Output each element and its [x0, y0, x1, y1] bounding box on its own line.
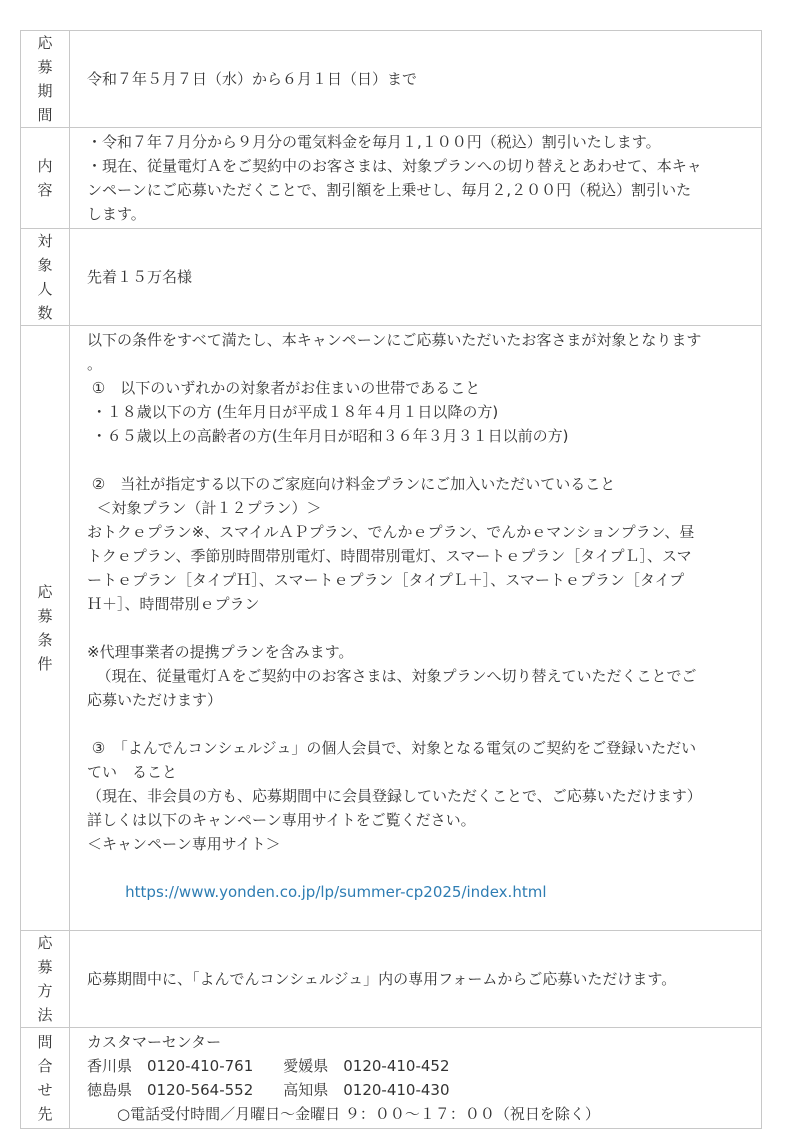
- condition-line: Ｈ＋］、時間帯別ｅプラン: [87, 595, 260, 613]
- header-char: 募: [37, 958, 53, 976]
- row-content-contact: [70, 1028, 762, 1129]
- content-line: ンペーンにご応募いただくことで、割引額を上乗せし、毎月２,２００円（税込）割引いた: [87, 181, 692, 199]
- condition-line: おトクｅプラン※、スマイルＡＰプラン、でんかｅプラン、でんかｅマンションプラン、昼: [87, 523, 695, 541]
- table-row-target-count: [21, 229, 762, 326]
- row-content-target-count: [70, 229, 762, 326]
- row-header-application-period: [21, 31, 70, 128]
- header-char: 件: [37, 655, 53, 673]
- condition-line: ※代理事業者の提携プランを含みます。: [87, 643, 354, 661]
- campaign-site-link[interactable]: https://www.yonden.co.jp/lp/summer-cp2025/index.html: [125, 883, 547, 901]
- header-char: 法: [37, 1006, 53, 1024]
- condition-line: [87, 448, 745, 472]
- row-header-application-method: [21, 931, 70, 1028]
- target-count-text: 先着１５万名様: [87, 268, 193, 286]
- method-text: 応募期間中に、「よんでんコンシェルジュ」内の専用フォームからご応募いただけます。: [87, 970, 677, 988]
- content-line: します。: [87, 205, 146, 223]
- header-char: 応: [37, 934, 53, 952]
- condition-line: [87, 616, 745, 640]
- header-char: せ: [37, 1081, 53, 1099]
- row-content-details: [70, 128, 762, 229]
- contact-title: カスタマーセンター: [87, 1033, 222, 1051]
- row-header-content: [21, 128, 70, 229]
- condition-line: ① 以下のいずれかの対象者がお住まいの世帯であること: [87, 379, 481, 397]
- campaign-link-wrapper: [87, 856, 745, 928]
- row-content-conditions: [70, 326, 762, 931]
- condition-line: 詳しくは以下のキャンペーン専用サイトをご覧ください。: [87, 811, 476, 829]
- contact-phone-row: 香川県 0120-410-761 愛媛県 0120-410-452: [87, 1057, 450, 1075]
- condition-line: てい ること: [87, 763, 178, 781]
- row-content-application-method: [70, 931, 762, 1028]
- table-row-contact: [21, 1028, 762, 1129]
- condition-line: 以下の条件をすべて満たし、本キャンペーンにご応募いただいたお客さまが対象となります: [87, 331, 702, 349]
- header-char: 間: [37, 106, 53, 124]
- header-char: 対: [37, 232, 53, 250]
- row-header-contact: [21, 1028, 70, 1129]
- content-line: ・現在、従量電灯Ａをご契約中のお客さまは、対象プランへの切り替えとあわせて、本キャ: [87, 157, 702, 175]
- row-header-target-count: [21, 229, 70, 326]
- header-char: 募: [37, 607, 53, 625]
- condition-line: トクｅプラン、季節別時間帯別電灯、時間帯別電灯、スマートｅプラン［タイプＬ］、スマ: [87, 547, 692, 565]
- table-row-application-method: [21, 931, 762, 1028]
- row-content-application-period: [70, 31, 762, 128]
- condition-line: （現在、非会員の方も、応募期間中に会員登録していただくことで、ご応募いただけます）: [87, 787, 702, 805]
- header-char: 人: [37, 280, 53, 298]
- condition-line: ＜キャンペーン専用サイト＞: [87, 835, 281, 853]
- condition-line: ＜対象プラン（計１２プラン）＞: [87, 499, 322, 517]
- header-char: 数: [37, 304, 53, 322]
- condition-line: ートｅプラン［タイプＨ］、スマートｅプラン［タイプＬ＋］、スマートｅプラン［タイプ: [87, 571, 685, 589]
- header-char: 応: [37, 34, 53, 52]
- header-char: 応: [37, 583, 53, 601]
- condition-line: （現在、従量電灯Ａをご契約中のお客さまは、対象プランへ切り替えていただくことでご: [87, 667, 697, 685]
- campaign-info-table: [20, 30, 762, 1129]
- table-row-conditions: [21, 326, 762, 931]
- row-header-conditions: [21, 326, 70, 931]
- header-char: 容: [37, 181, 53, 199]
- header-char: 条: [37, 631, 53, 649]
- content-line: ・令和７年７月分から９月分の電気料金を毎月１,１００円（税込）割引いたします。: [87, 133, 661, 151]
- header-char: 募: [37, 58, 53, 76]
- table-row-content: [21, 128, 762, 229]
- condition-line: 。: [87, 355, 103, 373]
- condition-line: ② 当社が指定する以下のご家庭向け料金プランにご加入いただいていること: [87, 475, 616, 493]
- contact-hours: ○電話受付時間／月曜日～金曜日 ９：００～１７：００（祝日を除く）: [87, 1105, 600, 1123]
- condition-line: ・６５歳以上の高齢者の方(生年月日が昭和３６年３月３１日以前の方): [87, 427, 569, 445]
- contact-phone-row: 徳島県 0120-564-552 高知県 0120-410-430: [87, 1081, 450, 1099]
- header-char: 期: [37, 82, 53, 100]
- condition-line: ③ 「よんでんコンシェルジュ」の個人会員で、対象となる電気のご契約をご登録いただい: [87, 739, 697, 757]
- period-text: 令和７年５月７日（水）から６月１日（日）まで: [87, 70, 418, 88]
- header-char: 問: [37, 1033, 53, 1051]
- header-char: 象: [37, 256, 53, 274]
- condition-line: ・１８歳以下の方 (生年月日が平成１８年４月１日以降の方): [87, 403, 499, 421]
- header-char: 先: [37, 1105, 53, 1123]
- header-char: 方: [37, 982, 53, 1000]
- condition-line: 応募いただけます）: [87, 691, 223, 709]
- table-row-application-period: [21, 31, 762, 128]
- header-char: 合: [37, 1057, 53, 1075]
- header-char: 内: [37, 157, 53, 175]
- condition-line: [87, 712, 745, 736]
